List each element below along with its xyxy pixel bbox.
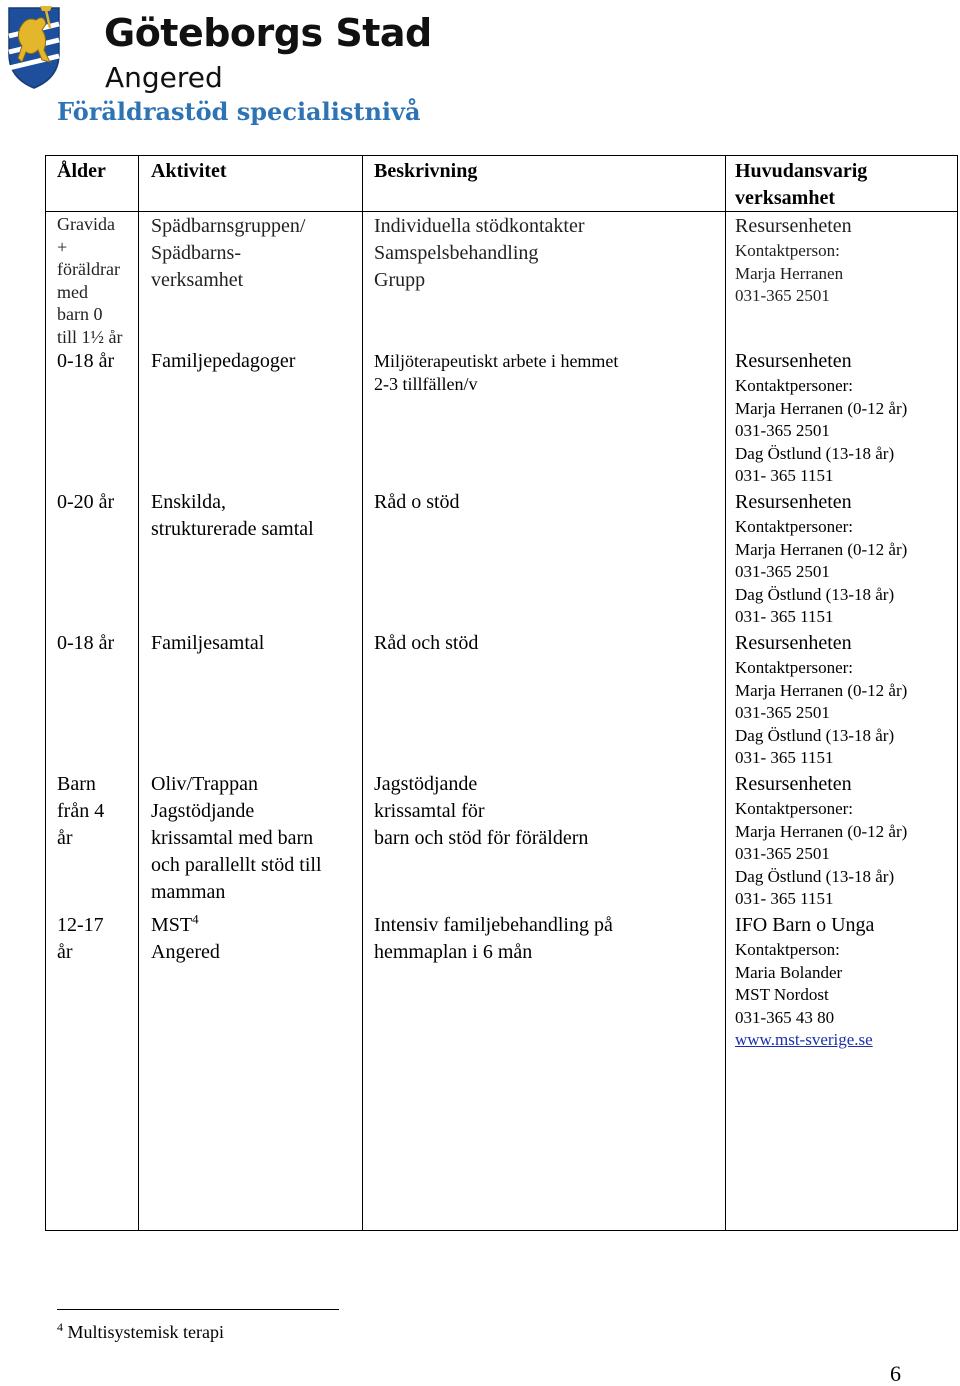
row-4-responsible: Resursenheten Kontaktpersoner: Marja Herranen (0-12 år) 031-365 2501 Dag Östlund (13-18 år) 031- 365 1151: [735, 632, 908, 767]
row-3-responsible: Resursenheten Kontaktpersoner: Marja Herranen (0-12 år) 031-365 2501 Dag Östlund (13-18 år) 031- 365 1151: [735, 491, 908, 626]
row-2-description: Miljöterapeutiskt arbete i hemmet 2-3 tillfällen/v: [374, 351, 619, 394]
column-header-activity: Aktivitet: [151, 160, 227, 182]
row-4-activity: Familjesamtal: [151, 632, 265, 654]
column-header-responsible: Huvudansvarig verksamhet: [735, 160, 868, 209]
row-5-description: Jagstödjande krissamtal för barn och stöd för föräldern: [374, 773, 589, 849]
row-1-description: Individuella stödkontakter Samspelsbehandling Grupp: [374, 215, 585, 291]
row-4-age: 0-18 år: [57, 632, 115, 654]
row-3-activity: Enskilda, strukturerade samtal: [151, 491, 314, 540]
row-4-description: Råd och stöd: [374, 632, 479, 654]
row-5-responsible: Resursenheten Kontaktpersoner: Marja Herranen (0-12 år) 031-365 2501 Dag Östlund (13-18 år) 031- 365 1151: [735, 773, 908, 908]
support-table: [45, 155, 958, 1231]
mst-website-link[interactable]: www.mst-sverige.se: [735, 1030, 873, 1049]
row-6-age: 12-17 år: [57, 914, 104, 963]
document-title: Föräldrastöd specialistnivå: [57, 97, 421, 126]
district-name: Angered: [105, 61, 223, 94]
row-6-activity: MST$^4$ Angered: [151, 911, 220, 963]
row-2-activity: Familjepedagoger: [151, 350, 296, 372]
page-number: 6: [890, 1361, 901, 1386]
row-2-responsible: Resursenheten Kontaktpersoner: Marja Herranen (0-12 år) 031-365 2501 Dag Östlund (13-18 år) 031- 365 1151: [735, 350, 908, 485]
footnote: $^4$ Multisystemisk terapi: [57, 1320, 224, 1342]
column-header-age: Ålder: [57, 160, 106, 182]
footnote-divider: [57, 1309, 339, 1310]
row-5-activity: Oliv/Trappan Jagstödjande krissamtal med barn och parallellt stöd till mamman: [151, 773, 322, 903]
column-header-description: Beskrivning: [374, 160, 478, 182]
row-1-age: Gravida + föräldrar med barn 0 till 1½ år: [57, 214, 123, 347]
row-3-age: 0-20 år: [57, 491, 115, 513]
goteborg-coat-of-arms-logo: [6, 2, 62, 90]
row-6-responsible: IFO Barn o Unga Kontaktperson: Maria Bolander MST Nordost 031-365 43 80 www.mst-sverige.se: [735, 914, 875, 1049]
row-6-description: Intensiv familjebehandling på hemmaplan i 6 mån: [374, 914, 613, 963]
row-1-responsible: Resursenheten Kontaktperson: Marja Herranen 031-365 2501: [735, 215, 852, 305]
footnote-ref: 4: [192, 911, 199, 927]
row-2-age: 0-18 år: [57, 350, 115, 372]
row-3-description: Råd o stöd: [374, 491, 460, 513]
org-name: Göteborgs Stad: [104, 11, 432, 55]
row-5-age: Barn från 4 år: [57, 773, 105, 849]
row-1-activity: Spädbarnsgruppen/ Spädbarns- verksamhet: [151, 215, 306, 291]
